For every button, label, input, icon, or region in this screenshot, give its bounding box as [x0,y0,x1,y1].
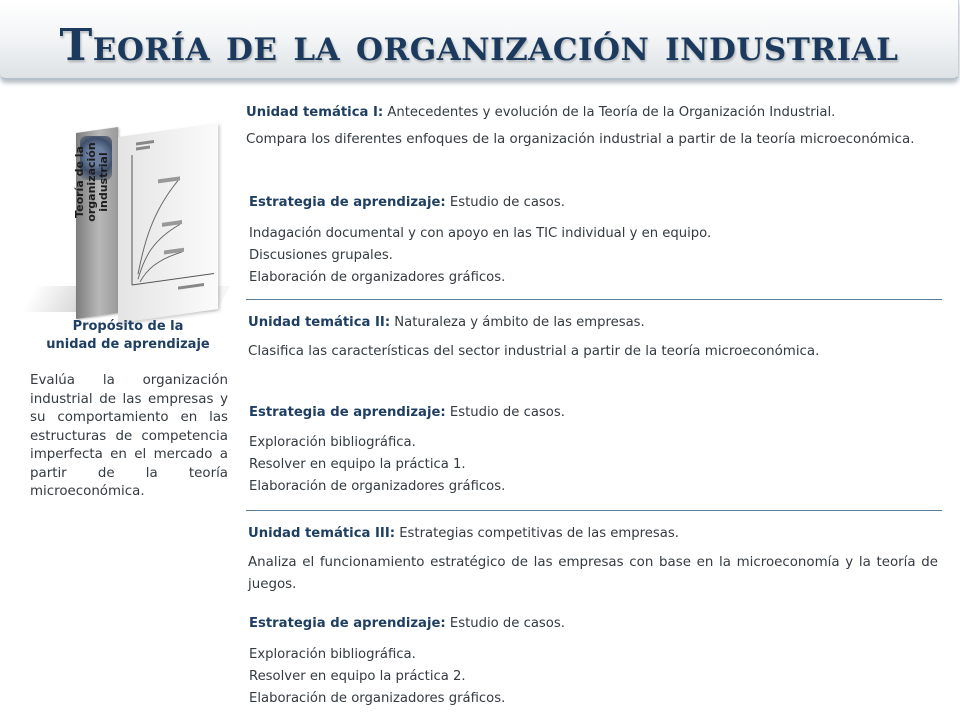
list-item: Resolver en equipo la práctica 1. [249,457,466,472]
title-bar [0,0,959,80]
unit-heading [248,313,645,332]
unit-title: Naturaleza y ámbito de las empresas. [390,315,645,330]
unit-label: Unidad temática III: [248,526,396,541]
list-item: Elaboración de organizadores gráficos. [249,479,506,494]
unit-label: Unidad temática I: [246,105,384,120]
strategy-heading [249,403,565,422]
unit-heading [248,524,679,543]
strategy-label: Estrategia de aprendizaje: [249,195,446,210]
list-item: Discusiones grupales. [249,248,393,263]
list-item: Elaboración de organizadores gráficos. [249,691,506,706]
unit-heading [246,103,835,122]
unit-title: Estrategias competitivas de las empresas. [395,526,679,541]
list-item: Elaboración de organizadores gráficos. [249,270,506,285]
book-illustration [28,108,228,313]
strategy-value: Estudio de casos. [445,195,565,210]
unit-label: Unidad temática II: [248,315,391,330]
list-item: Resolver en equipo la práctica 2. [249,669,466,684]
purpose-text: Evalúa la organización industrial de las empresas y su comportamiento en las estructuras de competencia imperfecta en el mercado a partir de la teoría microeconómica. [30,373,228,499]
purpose-heading-line1: Propósito de la [72,319,184,334]
book-spine-line: industrial [97,152,110,212]
book-spine-line: organización [85,142,98,222]
unit-description: Compara los diferentes enfoques de la organización industrial a partir de la teoría microeconómica. [246,132,915,147]
section-divider [246,299,942,300]
unit-description: Analiza el funcionamiento estratégico de las empresas con base en la microeconomía y la teoría de juegos. [248,555,938,592]
purpose-heading [28,318,228,354]
strategy-items [249,644,505,710]
strategy-items [249,432,505,498]
unit-description: Clasifica las características del sector industrial a partir de la teoría microeconómica. [248,344,820,359]
section-divider [246,510,942,511]
list-item: Exploración bibliográfica. [249,647,416,662]
page-title: Teoría de la organización industrial [59,20,899,71]
list-item: Exploración bibliográfica. [249,435,416,450]
strategy-value: Estudio de casos. [445,616,565,631]
strategy-label: Estrategia de aprendizaje: [249,405,446,420]
list-item: Indagación documental y con apoyo en las TIC individual y en equipo. [249,226,712,241]
cover-graph-icon [118,123,218,323]
book-cover [118,123,218,323]
unit-title: Antecedentes y evolución de la Teoría de la Organización Industrial. [383,105,836,120]
strategy-value: Estudio de casos. [445,405,565,420]
strategy-heading [249,193,565,212]
book-spine-title [74,130,116,234]
purpose-heading-line2: unidad de aprendizaje [46,337,210,352]
book-spine-line: Teoría de la [73,146,86,218]
strategy-label: Estrategia de aprendizaje: [249,616,446,631]
strategy-items [249,223,711,289]
strategy-heading [249,614,565,633]
